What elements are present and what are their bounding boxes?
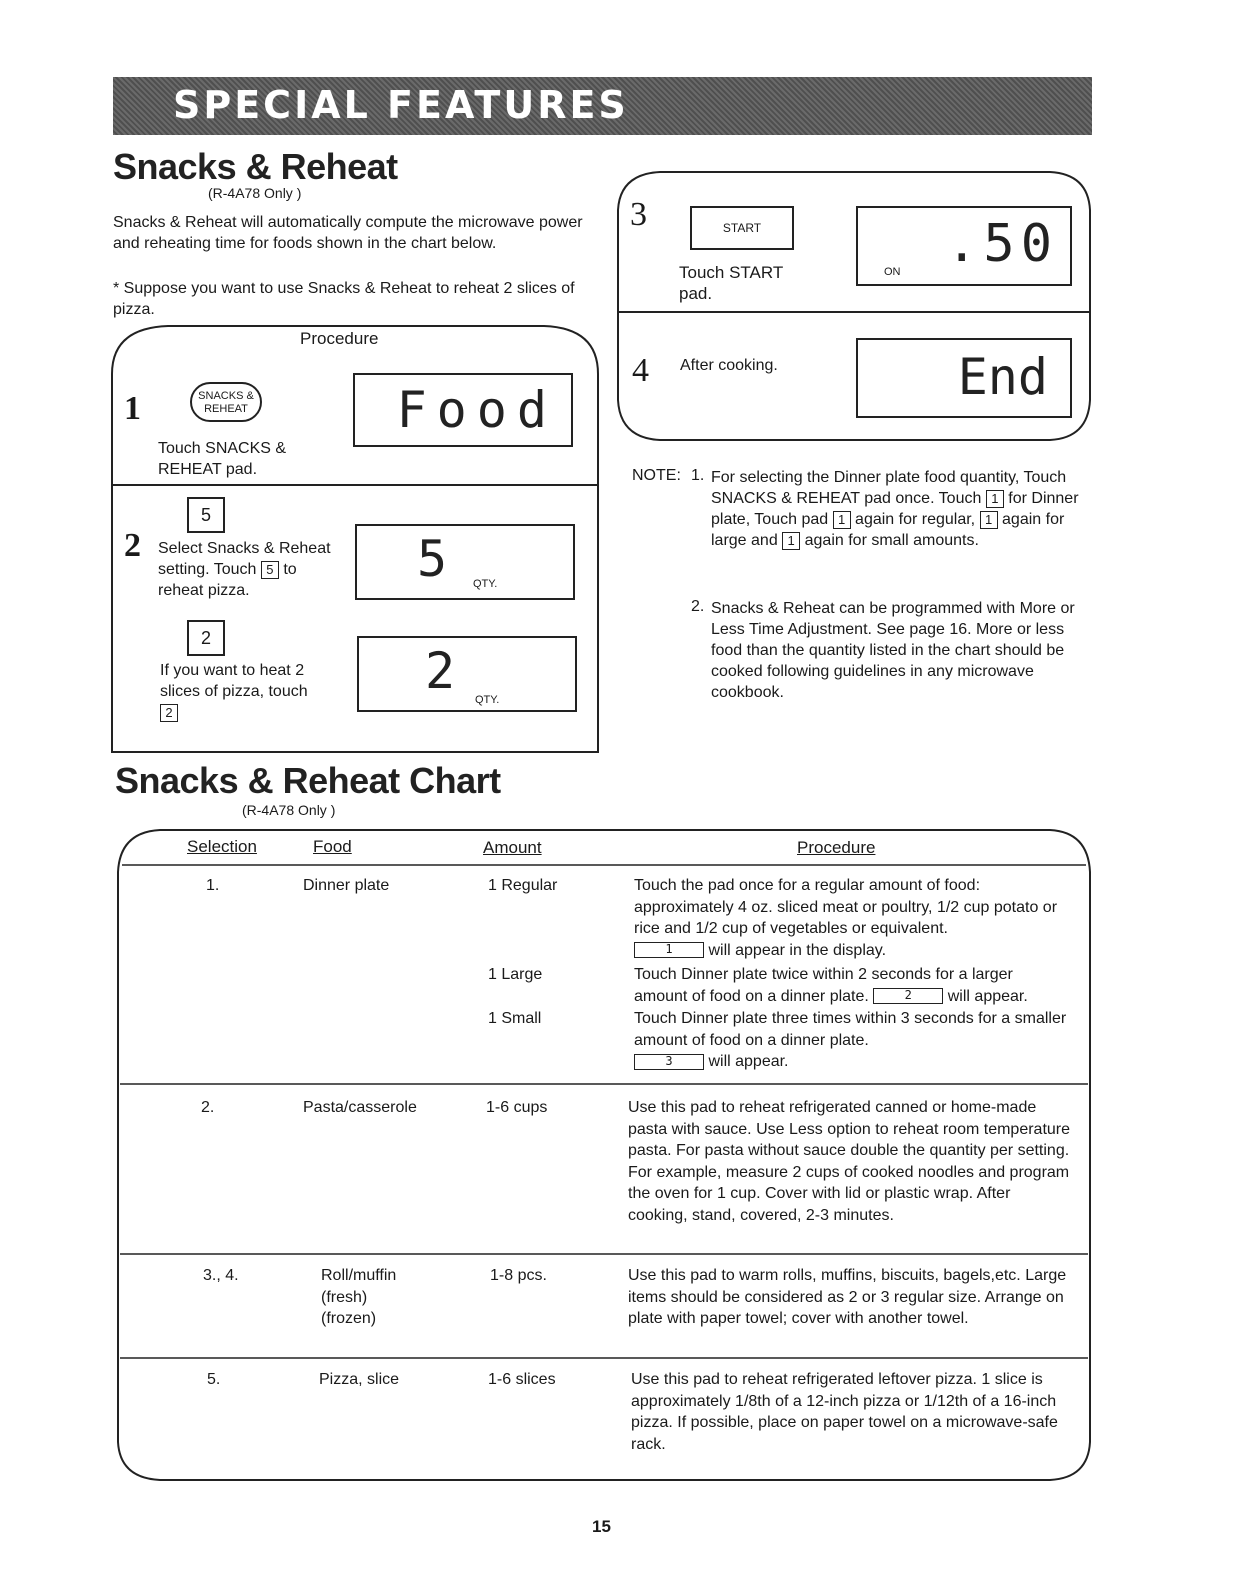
row-1-p1-lcd: 1 (634, 942, 704, 958)
step-3-number: 3 (630, 196, 647, 233)
snacks-reheat-key-label: SNACKS & REHEAT (198, 390, 254, 415)
note-1-c: again for regular, (855, 511, 976, 528)
col-header-selection: Selection (187, 837, 257, 856)
key-2: 2 (187, 620, 225, 656)
row-1-p2: Touch Dinner plate twice within 2 seconds for a larger amount of food on a dinner plate. (634, 966, 1013, 1005)
row-1-amount-regular: 1 Regular (488, 877, 558, 894)
note-label: NOTE: (632, 467, 681, 484)
row-1-amount-large: 1 Large (488, 966, 543, 983)
row-1-p3: Touch Dinner plate three times within 3 seconds for a smaller amount of food on a dinner plate. (634, 1010, 1067, 1049)
step-4-number: 4 (632, 352, 649, 389)
row-1-p1: Touch the pad once for a regular amount of food: approximately 4 oz. sliced meat or poultry, 1/2 cup potato or rice and 1/2 cup of vegetables or equivalent. (634, 877, 1058, 937)
row-3-food-frozen: (frozen) (321, 1310, 377, 1327)
row-3-procedure: Use this pad to warm rolls, muffins, biscuits, bagels,etc. Large items should be considered as 2 or 3 regular size. Arrange on plate with paper towel; cover with another towel. (628, 1267, 1067, 1327)
step-2b-qty-label: QTY. (475, 694, 500, 706)
row-2-selection: 2. (201, 1099, 215, 1116)
step-1-text: Touch SNACKS & REHEAT pad. (158, 440, 287, 478)
step-2b-display (357, 636, 577, 712)
step-1-number: 1 (124, 390, 141, 427)
inline-key-1c: 1 (980, 511, 998, 529)
row-1-p1-tail: will appear in the display. (708, 941, 887, 959)
step-4-display-text: End (957, 348, 1048, 406)
step-2-text-main: Select Snacks & Reheat setting. Touch (158, 540, 331, 578)
section-banner (113, 77, 1092, 135)
row-4-selection: 5. (207, 1371, 221, 1388)
row-1-procedure-small (634, 1008, 1070, 1073)
row-2-procedure: Use this pad to reheat refrigerated canned or home-made pasta with sauce. Use Less option to reheat room temperature pasta. For pasta without sauce double the quantity per setting. For example, measure 2 cups of cooked noodles and program the oven for 1 cup. Cover with lid or plastic wrap. After cooking, stand, covered, 2-3 minutes. (628, 1099, 1071, 1224)
row-4-amount: 1-6 slices (488, 1371, 556, 1388)
step-2-text-tail: to reheat pizza. (158, 561, 297, 599)
page-number: 15 (592, 1517, 611, 1536)
row-1-procedure-regular (634, 875, 1070, 961)
snacks-reheat-key (190, 382, 262, 422)
row-4-food: Pizza, slice (319, 1371, 400, 1388)
note-2-text: Snacks & Reheat can be programmed with More or Less Time Adjustment. See page 16. More or less food than the quantity listed in the chart should be cooked following guidelines in any microwave cookbook. (711, 600, 1075, 701)
note-1-text (711, 467, 1091, 551)
step-3-text: Touch START pad. (679, 263, 783, 303)
row-1-p3-lcd: 3 (634, 1054, 704, 1070)
inline-key-1a: 1 (986, 490, 1004, 508)
step-2b-display-text: 2 (425, 642, 456, 700)
row-3-amount: 1-8 pcs. (490, 1267, 547, 1284)
col-header-amount: Amount (483, 838, 542, 857)
note-1-number: 1. (691, 467, 705, 484)
step-2-qty-label: QTY. (473, 578, 498, 590)
step-1-display-text: Food (396, 381, 557, 439)
row-4-procedure: Use this pad to reheat refrigerated leftover pizza. 1 slice is approximately 1/8th of a 12-inch pizza or 1/12th of a 16-inch pizza. If possible, place on paper towel on a microwave-safe rack. (631, 1371, 1058, 1453)
procedure-header: Procedure (300, 329, 379, 348)
row-1-procedure-large (634, 964, 1070, 1007)
step-4-display (856, 338, 1072, 418)
row-1-selection: 1. (206, 877, 220, 894)
row-2-food: Pasta/casserole (303, 1099, 417, 1116)
key-5: 5 (187, 497, 225, 533)
note-2-number: 2. (691, 598, 705, 615)
row-2-amount: 1-6 cups (486, 1099, 548, 1116)
inline-key-1d: 1 (782, 532, 800, 550)
step-2b-text (160, 660, 340, 723)
intro-text: Snacks & Reheat will automatically compute the microwave power and reheating time for foods shown in the chart below. (113, 214, 583, 252)
note-1-b: for Dinner plate, Touch pad (711, 490, 1079, 528)
step-1-display (353, 373, 573, 447)
col-header-procedure: Procedure (797, 838, 876, 857)
step-3-display (856, 206, 1072, 286)
inline-key-5: 5 (261, 561, 279, 579)
start-key: START (690, 206, 794, 250)
col-header-food: Food (313, 837, 352, 856)
step-3-on-label: ON (884, 266, 901, 278)
row-3-food (321, 1265, 396, 1330)
note-1-e: again for small amounts. (804, 532, 979, 549)
chart-model-note: (R-4A78 Only ) (242, 802, 336, 818)
model-note: (R-4A78 Only ) (208, 185, 302, 201)
row-3-food-fresh: (fresh) (321, 1288, 368, 1306)
row-1-amount-small: 1 Small (488, 1010, 542, 1027)
banner-title: SPECIAL FEATURES (173, 83, 629, 127)
inline-key-1b: 1 (833, 511, 851, 529)
note-1-d: again for large and (711, 511, 1065, 549)
step-2-display-text: 5 (417, 530, 448, 588)
step-3-display-text: .50 (946, 214, 1058, 274)
row-1-p3-tail: will appear. (708, 1053, 789, 1070)
step-2-number: 2 (124, 527, 141, 564)
step-2b-text-main: If you want to heat 2 slices of pizza, touch (160, 662, 308, 700)
row-3-selection: 3., 4. (203, 1267, 239, 1284)
suppose-text: * Suppose you want to use Snacks & Reheat to reheat 2 slices of pizza. (113, 280, 575, 318)
step-2-text (158, 538, 336, 601)
note-1-a: For selecting the Dinner plate food quantity, Touch SNACKS & REHEAT pad once. Touch (711, 469, 1067, 507)
row-3-food-name: Roll/muffin (321, 1267, 397, 1284)
row-1-food: Dinner plate (303, 877, 390, 894)
row-1-p2-lcd: 2 (873, 988, 943, 1004)
inline-key-2: 2 (160, 704, 178, 722)
section-title: Snacks & Reheat (113, 146, 398, 187)
chart-title: Snacks & Reheat Chart (115, 760, 501, 801)
step-4-text: After cooking. (680, 357, 778, 374)
row-1-p2-tail: will appear. (947, 987, 1028, 1005)
step-2-display (355, 524, 575, 600)
